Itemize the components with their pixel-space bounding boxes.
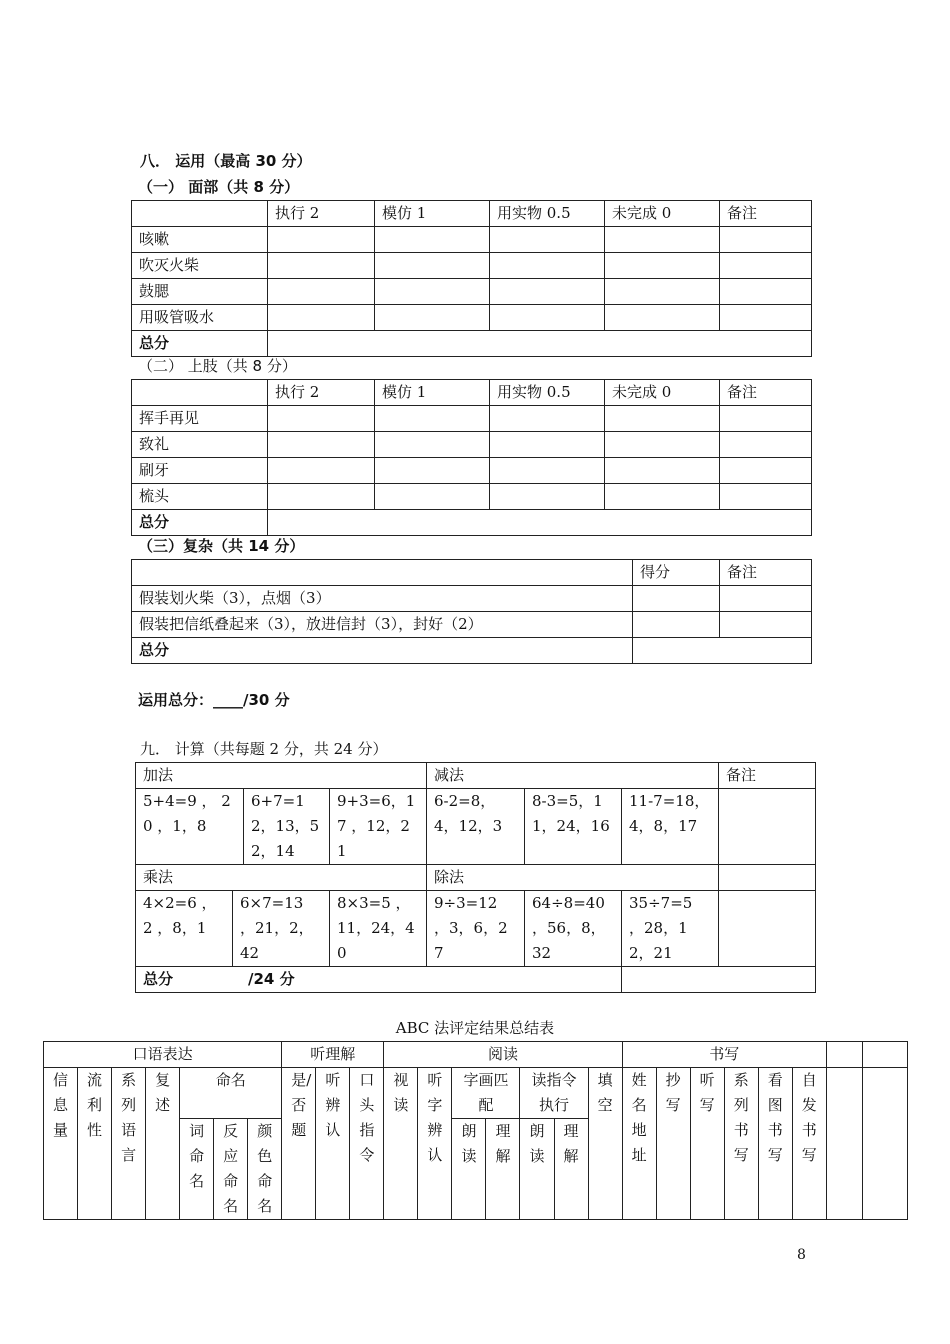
cell-text: 颜色命名 [257,1122,273,1215]
score-cell[interactable] [375,406,490,432]
note-cell[interactable] [720,432,812,458]
score-cell[interactable] [605,432,720,458]
cell-text: 视读 [393,1071,409,1114]
note-cell[interactable] [720,305,812,331]
table-row [132,253,812,279]
calc-cell: 8-3=5，11，24，16 [525,789,622,865]
header-cell: 用实物 0.5 [490,380,605,406]
score-cell[interactable] [268,432,375,458]
header-cell: 执行 2 [268,380,375,406]
group-reading: 阅读 [384,1042,622,1068]
cell-text: 字画匹配 [463,1071,509,1114]
score-cell[interactable] [605,305,720,331]
score-cell[interactable] [268,484,375,510]
score-cell[interactable] [268,279,375,305]
note-cell[interactable] [720,406,812,432]
note-cell[interactable] [719,865,816,891]
calc-cell: 5+4=9 ， 20 ，1，8 [136,789,244,865]
note-cell[interactable] [719,891,816,967]
cell-text: 是/否题 [291,1071,312,1139]
calc-cell: 9+3=6，17 ，12，21 [330,789,427,865]
header-cell: 未完成 0 [605,380,720,406]
header-cell: 模仿 1 [375,380,490,406]
div-header: 除法 [427,865,719,891]
usage-total: 运用总分：____/30 分 [138,691,290,709]
score-cell[interactable] [375,279,490,305]
col-write-4 [758,1068,792,1220]
cell-text: 口头指令 [359,1071,375,1164]
cell-text: 读指令执行 [531,1071,577,1114]
score-cell[interactable] [605,253,720,279]
table-row [132,612,812,638]
page-number: 8 [797,1247,806,1263]
col-oral-3 [146,1068,180,1220]
cell-text: 理解 [495,1122,511,1165]
score-cell[interactable] [375,432,490,458]
calc-cell: 6-2=8，4，12，3 [427,789,525,865]
table-row [132,305,812,331]
header-cell [132,201,268,227]
cell-text: 复述 [155,1071,171,1114]
score-cell[interactable] [490,432,605,458]
score-cell[interactable] [490,279,605,305]
section9-title-text: 九． 计算（共每题 2 分，共 24 分） [140,740,388,758]
header-cell [132,380,268,406]
sub-header: 减法 [427,763,719,789]
cell-text: 填空 [597,1071,613,1114]
calc-cell: 35÷7=5 ，28，12，21 [622,891,719,967]
calc-cell: 64÷8=40 ，56，8，32 [525,891,622,967]
score-cell[interactable] [490,305,605,331]
header-cell: 用实物 0.5 [490,201,605,227]
total-row [132,638,812,664]
score-cell[interactable] [490,406,605,432]
col-write-0 [622,1068,656,1220]
score-cell[interactable] [605,227,720,253]
col-naming-sub-0 [180,1119,214,1220]
header-cell: 未完成 0 [605,201,720,227]
header-cell: 得分 [633,560,720,586]
cell-text: 自发书写 [801,1071,817,1164]
score-cell[interactable] [375,484,490,510]
col-write-2 [690,1068,724,1220]
score-cell[interactable] [633,612,720,638]
note-cell[interactable] [719,789,816,865]
total-cell[interactable] [633,638,812,664]
calc-cell: 8×3=5 ，11，24，40 [330,891,427,967]
table-row [44,1068,908,1119]
cell-text: 朗读 [529,1122,545,1165]
total-row [132,510,812,536]
note-cell[interactable] [720,586,812,612]
header-cell: 备注 [720,560,812,586]
table-row [136,891,816,967]
col-read-1 [418,1068,452,1220]
score-cell[interactable] [375,253,490,279]
table-header-row [44,1042,908,1068]
cell-text: 抄写 [665,1071,681,1114]
note-cell[interactable] [720,227,812,253]
table-row [132,227,812,253]
cell-text: 反应命名 [223,1122,239,1215]
score-cell[interactable] [375,227,490,253]
row-label: 致礼 [132,432,268,458]
col-read-sub-1 [486,1119,520,1220]
total-label: 总分 [132,510,268,536]
col-naming-sub-2 [248,1119,282,1220]
cell-text: 词命名 [189,1122,205,1190]
table-header-row [136,763,816,789]
table-row [132,586,812,612]
row-label: 挥手再见 [132,406,268,432]
total-row [136,967,816,993]
calc-cell: 6×7=13 ，21，2，42 [233,891,330,967]
section8-title: 八． 运用（最高 30 分） [140,152,312,170]
col-duzhiling [520,1068,588,1119]
row-label: 梳头 [132,484,268,510]
score-cell[interactable] [375,305,490,331]
score-cell[interactable] [605,458,720,484]
cell-text: 姓名地址 [631,1071,647,1164]
col-write-1 [656,1068,690,1220]
score-cell[interactable] [268,227,375,253]
cell-text: 听写 [699,1071,715,1114]
mul-header: 乘法 [136,865,427,891]
col-listen-1 [316,1068,350,1220]
cell-text: 听辨认 [325,1071,341,1139]
note-cell[interactable] [720,612,812,638]
extra-cell[interactable] [826,1042,862,1068]
score-cell[interactable] [268,458,375,484]
header-cell: 备注 [720,380,812,406]
header-cell [132,560,633,586]
calc-cell: 4×2=6 ，2 ，8，1 [136,891,233,967]
col-naming: 命名 [180,1068,282,1119]
col-read-sub-2 [520,1119,554,1220]
total-cell[interactable] [622,967,816,993]
calc-cell: 9÷3=12 ，3，6，27 [427,891,525,967]
calc-cell: 6+7=12，13，52，14 [244,789,330,865]
part1-title: （一） 面部（共 8 分） [138,178,300,196]
calc-cell: 11-7=18，4，8，17 [622,789,719,865]
cell-text: 听字辨认 [427,1071,443,1164]
extra-cell[interactable] [862,1042,907,1068]
col-oral-1 [78,1068,112,1220]
extra-cell[interactable] [826,1068,862,1220]
row-label: 刷牙 [132,458,268,484]
table-row [132,458,812,484]
add-header: 加法 [136,763,427,789]
col-read-sub-0 [452,1119,486,1220]
score-cell[interactable] [375,458,490,484]
abc-title-text: ABC 法评定结果总结表 [395,1019,555,1037]
part2-title: （二） 上肢（共 8 分） [138,357,297,375]
table-row [132,484,812,510]
total-cell[interactable] [268,510,812,536]
total-label: 总分 [132,331,268,357]
calc-table [135,762,816,993]
score-cell[interactable] [633,586,720,612]
col-read-0 [384,1068,418,1220]
table-row [132,279,812,305]
table-header-row [132,380,812,406]
row-label: 假装把信纸叠起来（3），放进信封（3），封好（2） [132,612,633,638]
table-row [132,406,812,432]
table-header-row [132,560,812,586]
table-row [136,789,816,865]
abc-title [0,1017,950,1038]
note-header: 备注 [719,763,816,789]
extra-cell[interactable] [862,1068,907,1220]
header-cell: 执行 2 [268,201,375,227]
total-cell[interactable] [268,331,812,357]
calc-total: 总分 /24 分 [136,967,622,993]
score-cell[interactable] [605,279,720,305]
score-cell[interactable] [490,458,605,484]
col-write-5 [792,1068,826,1220]
header-cell: 模仿 1 [375,201,490,227]
score-cell[interactable] [268,406,375,432]
header-cell: 备注 [720,201,812,227]
face-table [131,200,812,357]
note-cell[interactable] [720,484,812,510]
section9-title [140,738,387,759]
table-header-row [136,865,816,891]
cell-text: 系列书写 [733,1071,749,1164]
col-listen-2 [350,1068,384,1220]
row-label: 假装划火柴（3），点烟（3） [132,586,633,612]
cell-text: 朗读 [461,1122,477,1165]
abc-table [43,1041,908,1220]
score-cell[interactable] [268,253,375,279]
col-read-sub-3 [554,1119,588,1220]
cell-text: 流利性 [87,1071,103,1139]
note-cell[interactable] [720,253,812,279]
col-naming-sub-1 [214,1119,248,1220]
cell-text: 看图书写 [767,1071,783,1164]
col-write-3 [724,1068,758,1220]
table-header-row [132,201,812,227]
col-zihua [452,1068,520,1119]
complex-table [131,559,812,664]
row-label: 咳嗽 [132,227,268,253]
score-cell[interactable] [605,406,720,432]
total-label: 总分 [132,638,633,664]
col-oral-0 [44,1068,78,1220]
col-oral-2 [112,1068,146,1220]
row-label: 吹灭火柴 [132,253,268,279]
score-cell[interactable] [490,253,605,279]
table-row [132,432,812,458]
group-writing: 书写 [622,1042,826,1068]
total-row [132,331,812,357]
note-cell[interactable] [720,279,812,305]
col-fill [588,1068,622,1220]
score-cell[interactable] [268,305,375,331]
row-label: 用吸管吸水 [132,305,268,331]
cell-text: 理解 [563,1122,579,1165]
group-oral: 口语表达 [44,1042,282,1068]
note-cell[interactable] [720,458,812,484]
score-cell[interactable] [490,227,605,253]
cell-text: 信息量 [53,1071,69,1139]
score-cell[interactable] [605,484,720,510]
score-cell[interactable] [490,484,605,510]
part3-title: （三）复杂（共 14 分） [138,537,305,555]
cell-text: 系列语言 [121,1071,137,1164]
row-label: 鼓腮 [132,279,268,305]
group-listening: 听理解 [282,1042,384,1068]
arm-table [131,379,812,536]
col-listen-0 [282,1068,316,1220]
